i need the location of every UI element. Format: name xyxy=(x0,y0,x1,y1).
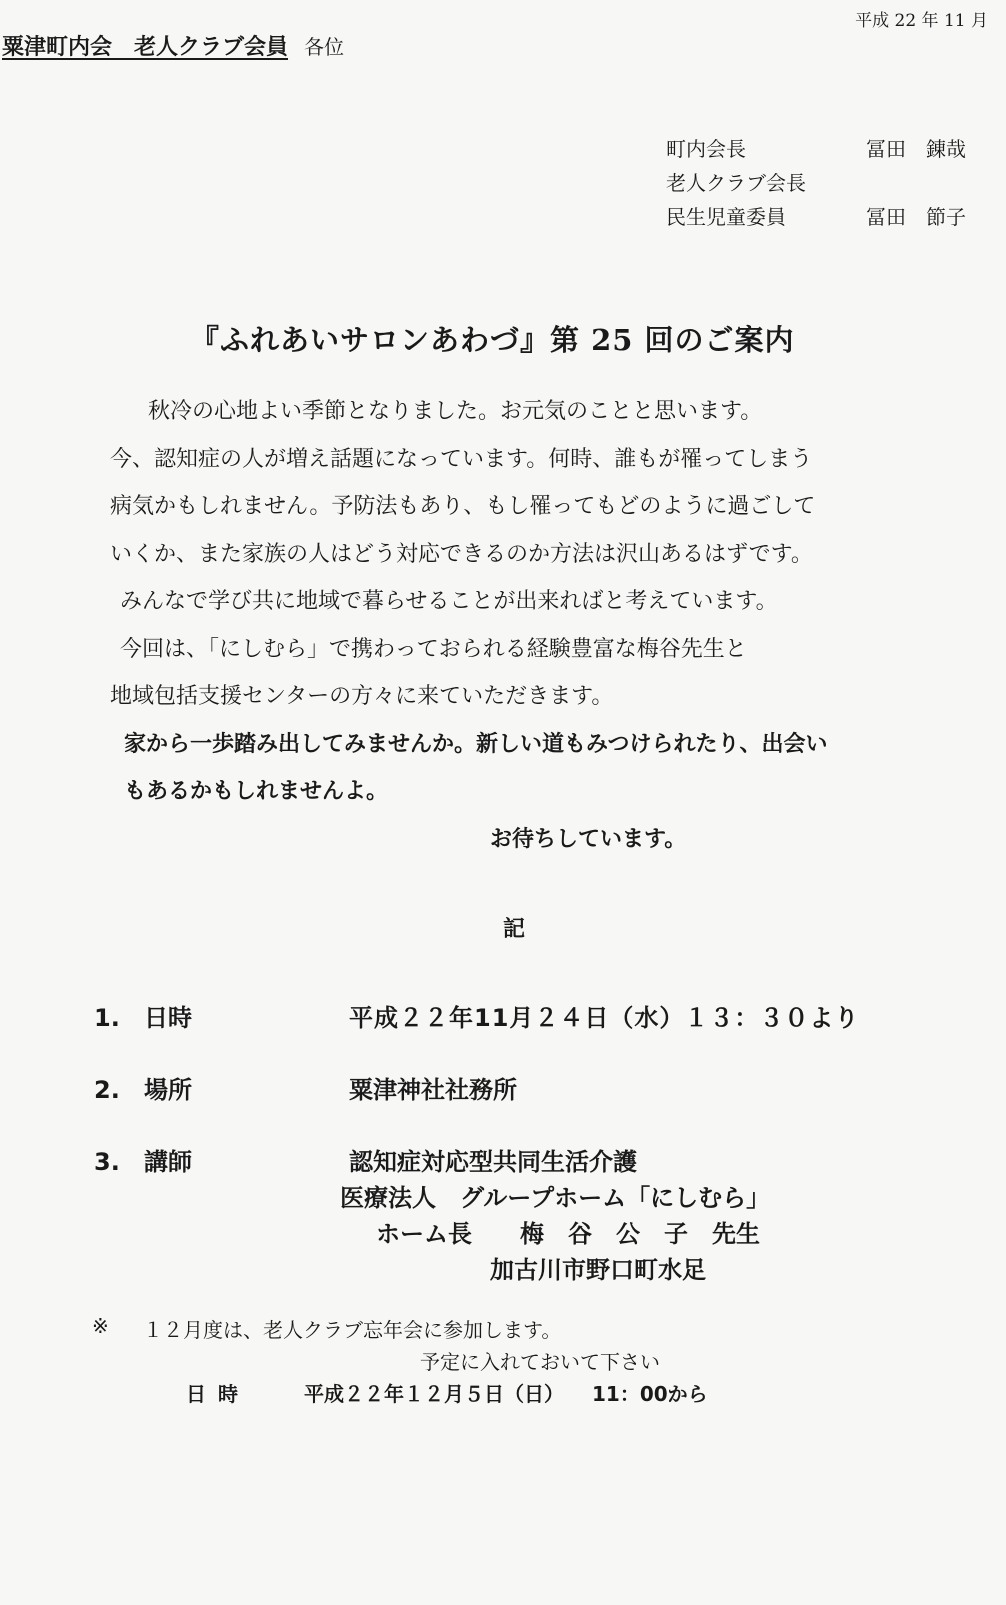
lecturer-address: 加古川市野口町水足 xyxy=(490,1256,706,1284)
note-mark: ※ xyxy=(92,1314,109,1338)
sender-row xyxy=(666,166,966,200)
body-bold-line: 家から一歩踏み出してみませんか。新しい道もみつけられたり、出会い xyxy=(124,731,828,757)
sender-name: 冨田 錬哉 xyxy=(866,137,966,161)
sender-role: 民生児童委員 xyxy=(666,205,786,229)
body-line: 今、認知症の人が増え話題になっています。何時、誰もが罹ってしまう xyxy=(110,446,813,472)
ki-heading: 記 xyxy=(503,916,526,942)
body-line: いくか、また家族の人はどう対応できるのか方法は沢山あるはずです。 xyxy=(110,541,813,567)
body-line: 今回は、「にしむら」で携わっておられる経験豊富な梅谷先生と xyxy=(120,636,747,662)
lecturer-org: 医療法人 グループホーム「にしむら」 xyxy=(340,1184,771,1212)
body-line: 地域包括支援センターの方々に来ていただきます。 xyxy=(110,684,614,709)
item-value: 平成２２年11月２４日（水）１３：３０より xyxy=(349,1004,860,1032)
note-text: １２月度は、老人クラブ忘年会に参加します。 xyxy=(143,1318,562,1342)
sender-role: 老人クラブ会長 xyxy=(666,171,806,195)
event-date: 平成２２年１２月５日（日） xyxy=(304,1382,564,1406)
note-subtext: 予定に入れておいて下さい xyxy=(420,1350,660,1374)
detail-item-datetime xyxy=(94,998,859,1033)
body-line: 秋冷の心地よい季節となりました。お元気のことと思います。 xyxy=(126,399,763,424)
event-time: 11：00から xyxy=(592,1382,708,1406)
detail-item-place xyxy=(94,1070,517,1105)
sender-row xyxy=(666,200,966,234)
item-label: 日時 xyxy=(144,1004,192,1032)
item-label: 場所 xyxy=(144,1076,192,1104)
document-title: 『ふれあいサロンあわづ』第 25 回のご案内 xyxy=(190,323,795,357)
recipients-honorific: 各位 xyxy=(304,35,345,59)
item-number: 3. xyxy=(94,1148,120,1176)
body-text xyxy=(110,388,828,863)
document-date: 平成 22 年 11 月 xyxy=(855,11,988,31)
item-number: 1. xyxy=(94,1004,120,1032)
body-line: みんなで学び共に地域で暮らせることが出来ればと考えています。 xyxy=(120,589,778,614)
detail-item-lecturer xyxy=(94,1142,637,1177)
sender-block xyxy=(666,132,966,234)
body-line: 病気かもしれません。予防法もあり、もし罹ってもどのように過ごして xyxy=(110,494,816,519)
lecturer-name: ホーム長 梅 谷 公 子 先生 xyxy=(376,1220,760,1248)
sender-name: 冨田 節子 xyxy=(866,205,966,229)
recipients-main: 粟津町内会 老人クラブ会員 xyxy=(2,34,289,60)
item-value: 認知症対応型共同生活介護 xyxy=(349,1148,637,1176)
recipients xyxy=(2,30,344,61)
closing-line: お待ちしています。 xyxy=(490,826,687,852)
event-label: 日時 xyxy=(186,1382,250,1406)
item-label: 講師 xyxy=(144,1148,192,1176)
note-event xyxy=(186,1378,708,1407)
sender-row xyxy=(666,132,966,166)
body-bold-line: もあるかもしれませんよ。 xyxy=(124,779,389,804)
sender-role: 町内会長 xyxy=(666,137,746,161)
item-value: 粟津神社社務所 xyxy=(349,1076,517,1104)
item-number: 2. xyxy=(94,1076,120,1104)
